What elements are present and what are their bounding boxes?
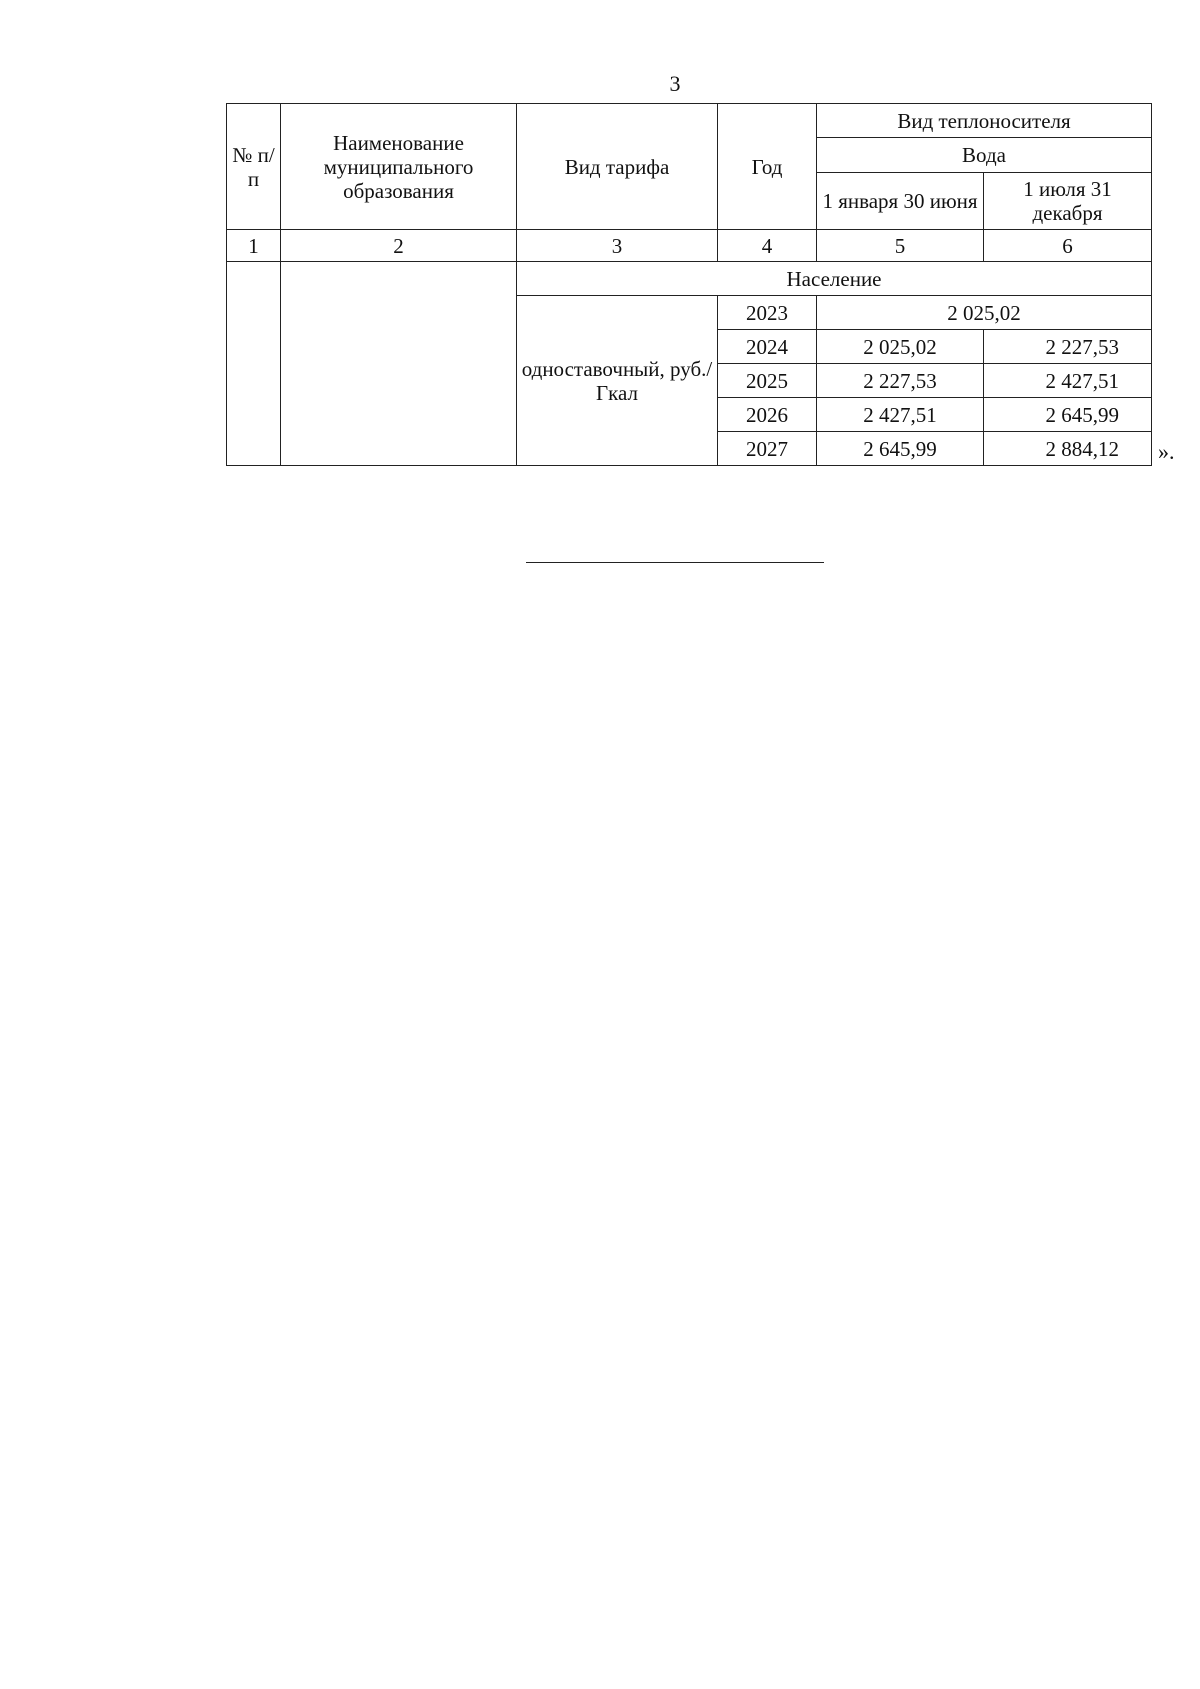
period1-value-cell: 2 025,02 (817, 330, 984, 364)
group-row (227, 262, 1152, 296)
header-coolant-type-cell: Вид теплоносителя (817, 104, 1152, 138)
closing-quote: ». (1158, 439, 1175, 464)
period2-value-cell: 2 227,53 (984, 330, 1152, 364)
column-number-cell: 4 (718, 230, 817, 262)
period2-value-cell: 2 645,99 (984, 398, 1152, 432)
column-number-cell: 3 (517, 230, 718, 262)
group-label-cell: Население (517, 262, 1152, 296)
header-year-cell: Год (718, 104, 817, 230)
column-number-cell: 2 (281, 230, 517, 262)
page-number: 3 (669, 71, 681, 96)
period2-value-cell: 2 884,12 (984, 432, 1152, 466)
year-cell: 2025 (718, 364, 817, 398)
year-cell: 2026 (718, 398, 817, 432)
header-municipality-cell: Наименование муниципального образования (281, 104, 517, 230)
header-number-cell: № п/ п (227, 104, 281, 230)
header-period1-cell: 1 января 30 июня (817, 173, 984, 230)
header-tariff-type-cell: Вид тарифа (517, 104, 718, 230)
tariff-table (226, 103, 1152, 466)
period1-value-cell: 2 427,51 (817, 398, 984, 432)
year-cell: 2027 (718, 432, 817, 466)
column-number-cell: 6 (984, 230, 1152, 262)
period1-value-cell: 2 227,53 (817, 364, 984, 398)
header-coolant-cell: Вода (817, 138, 1152, 173)
tariff-type-cell: одноставочный, руб./Гкал (517, 296, 718, 466)
empty-number-cell (227, 262, 281, 466)
column-number-row (227, 230, 1152, 262)
merged-value-cell: 2 025,02 (817, 296, 1152, 330)
year-cell: 2023 (718, 296, 817, 330)
column-number-cell: 5 (817, 230, 984, 262)
period2-value-cell: 2 427,51 (984, 364, 1152, 398)
year-cell: 2024 (718, 330, 817, 364)
empty-municipality-cell (281, 262, 517, 466)
column-number-cell: 1 (227, 230, 281, 262)
period1-value-cell: 2 645,99 (817, 432, 984, 466)
end-divider (526, 562, 824, 563)
header-period2-cell: 1 июля 31 декабря (984, 173, 1152, 230)
header-row-1 (227, 104, 1152, 138)
